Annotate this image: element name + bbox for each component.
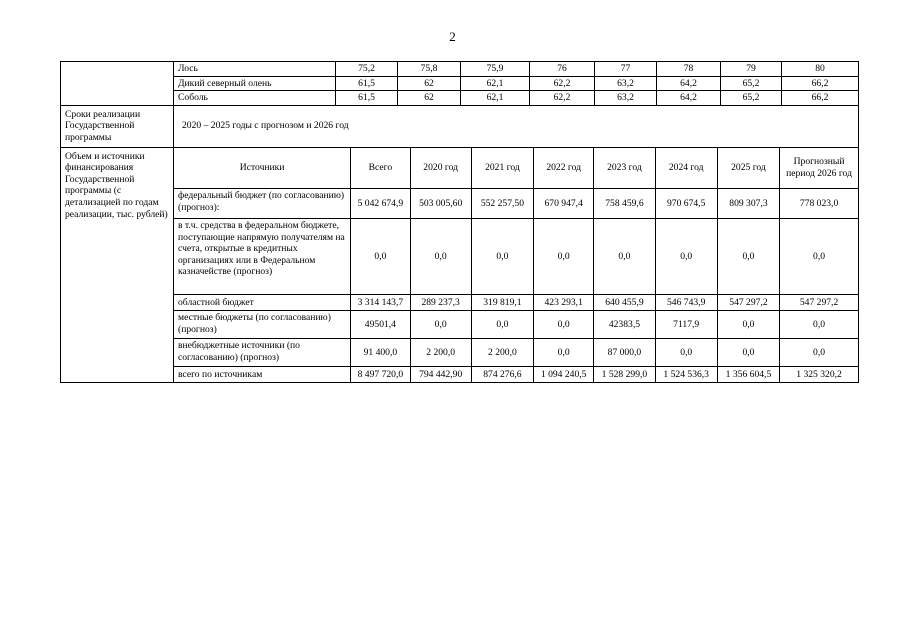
- animal-value: 65,2: [721, 91, 782, 106]
- program-table: [60, 61, 859, 383]
- funding-value: 0,0: [780, 311, 858, 339]
- header-2021: 2021 год: [471, 148, 533, 189]
- animal-value: 78: [657, 62, 721, 77]
- animal-value: 62,1: [461, 76, 530, 91]
- terms-row: [61, 105, 859, 147]
- funding-value: 2 200,0: [471, 339, 533, 367]
- animal-row: [61, 91, 859, 106]
- funding-data-row: [174, 295, 858, 311]
- funding-value: 0,0: [717, 339, 779, 367]
- funding-value: 0,0: [780, 339, 858, 367]
- funding-value: 0,0: [410, 311, 471, 339]
- header-2025: 2025 год: [717, 148, 779, 189]
- funding-value: 2 200,0: [410, 339, 471, 367]
- funding-value: 758 459,6: [594, 189, 655, 219]
- funding-value: 0,0: [780, 219, 858, 295]
- funding-value: 1 524 536,3: [655, 367, 717, 382]
- funding-value: 0,0: [534, 311, 594, 339]
- funding-data-row: [174, 311, 858, 339]
- funding-value: 0,0: [717, 219, 779, 295]
- animal-value: 77: [595, 62, 657, 77]
- animal-value: 75,2: [336, 62, 398, 77]
- animal-value: 76: [530, 62, 595, 77]
- funding-label: Объем и источники финансирования Государственной программы (с детализацией по годам реализации, тыс. рублей): [61, 147, 174, 382]
- funding-value: 0,0: [410, 219, 471, 295]
- header-2024: 2024 год: [655, 148, 717, 189]
- funding-source: всего по источникам: [174, 367, 351, 382]
- funding-value: 547 297,2: [717, 295, 779, 311]
- animal-value: 62,1: [461, 91, 530, 106]
- funding-value: 0,0: [655, 339, 717, 367]
- funding-value: 503 005,60: [410, 189, 471, 219]
- animal-name: Соболь: [174, 91, 336, 106]
- funding-value: 546 743,9: [655, 295, 717, 311]
- funding-value: 640 455,9: [594, 295, 655, 311]
- animal-value: 61,5: [336, 91, 398, 106]
- funding-cell: [174, 147, 859, 382]
- header-2020: 2020 год: [410, 148, 471, 189]
- funding-value: 778 023,0: [780, 189, 858, 219]
- funding-total-row: [174, 367, 858, 382]
- funding-value: 0,0: [351, 219, 410, 295]
- animal-value: 64,2: [657, 76, 721, 91]
- funding-data-row: [174, 219, 858, 295]
- header-2022: 2022 год: [534, 148, 594, 189]
- funding-value: 423 293,1: [534, 295, 594, 311]
- animal-value: 66,2: [782, 76, 859, 91]
- animal-value: 63,2: [595, 76, 657, 91]
- funding-value: 1 325 320,2: [780, 367, 858, 382]
- funding-value: 91 400,0: [351, 339, 410, 367]
- animal-value: 64,2: [657, 91, 721, 106]
- empty-label-cell: [61, 62, 174, 106]
- animal-value: 62,2: [530, 76, 595, 91]
- funding-data-row: [174, 189, 858, 219]
- funding-value: 0,0: [655, 219, 717, 295]
- terms-value: 2020 – 2025 годы с прогнозом и 2026 год: [174, 105, 859, 147]
- funding-value: 0,0: [534, 339, 594, 367]
- header-total: Всего: [351, 148, 410, 189]
- funding-value: 794 442,90: [410, 367, 471, 382]
- funding-data-row: [174, 339, 858, 367]
- funding-value: 1 094 240,5: [534, 367, 594, 382]
- funding-value: 8 497 720,0: [351, 367, 410, 382]
- funding-value: 5 042 674,9: [351, 189, 410, 219]
- funding-value: 552 257,50: [471, 189, 533, 219]
- funding-header-row: [174, 148, 858, 189]
- funding-table: [174, 148, 858, 382]
- funding-value: 319 819,1: [471, 295, 533, 311]
- animal-value: 65,2: [721, 76, 782, 91]
- funding-value: 49501,4: [351, 311, 410, 339]
- animal-value: 79: [721, 62, 782, 77]
- animal-row: [61, 62, 859, 77]
- funding-value: 0,0: [534, 219, 594, 295]
- funding-value: 0,0: [717, 311, 779, 339]
- terms-label: Сроки реализации Государственной программы: [61, 105, 174, 147]
- funding-source: федеральный бюджет (по согласованию) (прогноз):: [174, 189, 351, 219]
- page-number: 2: [449, 29, 456, 44]
- header-2026: Прогнозный период 2026 год: [780, 148, 858, 189]
- funding-value: 42383,5: [594, 311, 655, 339]
- funding-value: 87 000,0: [594, 339, 655, 367]
- animal-value: 62,2: [530, 91, 595, 106]
- animal-value: 75,8: [398, 62, 461, 77]
- funding-value: 3 314 143,7: [351, 295, 410, 311]
- funding-value: 809 307,3: [717, 189, 779, 219]
- funding-source: областной бюджет: [174, 295, 351, 311]
- funding-value: 970 674,5: [655, 189, 717, 219]
- animal-value: 63,2: [595, 91, 657, 106]
- funding-value: 0,0: [471, 219, 533, 295]
- funding-value: 0,0: [594, 219, 655, 295]
- animal-name: Лось: [174, 62, 336, 77]
- funding-source: в т.ч. средства в федеральном бюджете, поступающие напрямую получателям на счета, открытые в кредитных организациях или в Федеральном казначействе (прогноз): [174, 219, 351, 295]
- funding-value: 670 947,4: [534, 189, 594, 219]
- funding-source: внебюджетные источники (по согласованию) (прогноз): [174, 339, 351, 367]
- funding-value: 7117,9: [655, 311, 717, 339]
- animal-name: Дикий северный олень: [174, 76, 336, 91]
- animal-value: 80: [782, 62, 859, 77]
- header-2023: 2023 год: [594, 148, 655, 189]
- funding-value: 0,0: [471, 311, 533, 339]
- funding-value: 1 356 604,5: [717, 367, 779, 382]
- funding-value: 547 297,2: [780, 295, 858, 311]
- funding-value: 289 237,3: [410, 295, 471, 311]
- animal-value: 62: [398, 76, 461, 91]
- animal-value: 62: [398, 91, 461, 106]
- funding-source: местные бюджеты (по согласованию) (прогноз): [174, 311, 351, 339]
- animal-row: [61, 76, 859, 91]
- animal-value: 66,2: [782, 91, 859, 106]
- animal-value: 75,9: [461, 62, 530, 77]
- funding-value: 874 276,6: [471, 367, 533, 382]
- funding-row: [61, 147, 859, 382]
- header-sources: Источники: [174, 148, 351, 189]
- animal-value: 61,5: [336, 76, 398, 91]
- funding-value: 1 528 299,0: [594, 367, 655, 382]
